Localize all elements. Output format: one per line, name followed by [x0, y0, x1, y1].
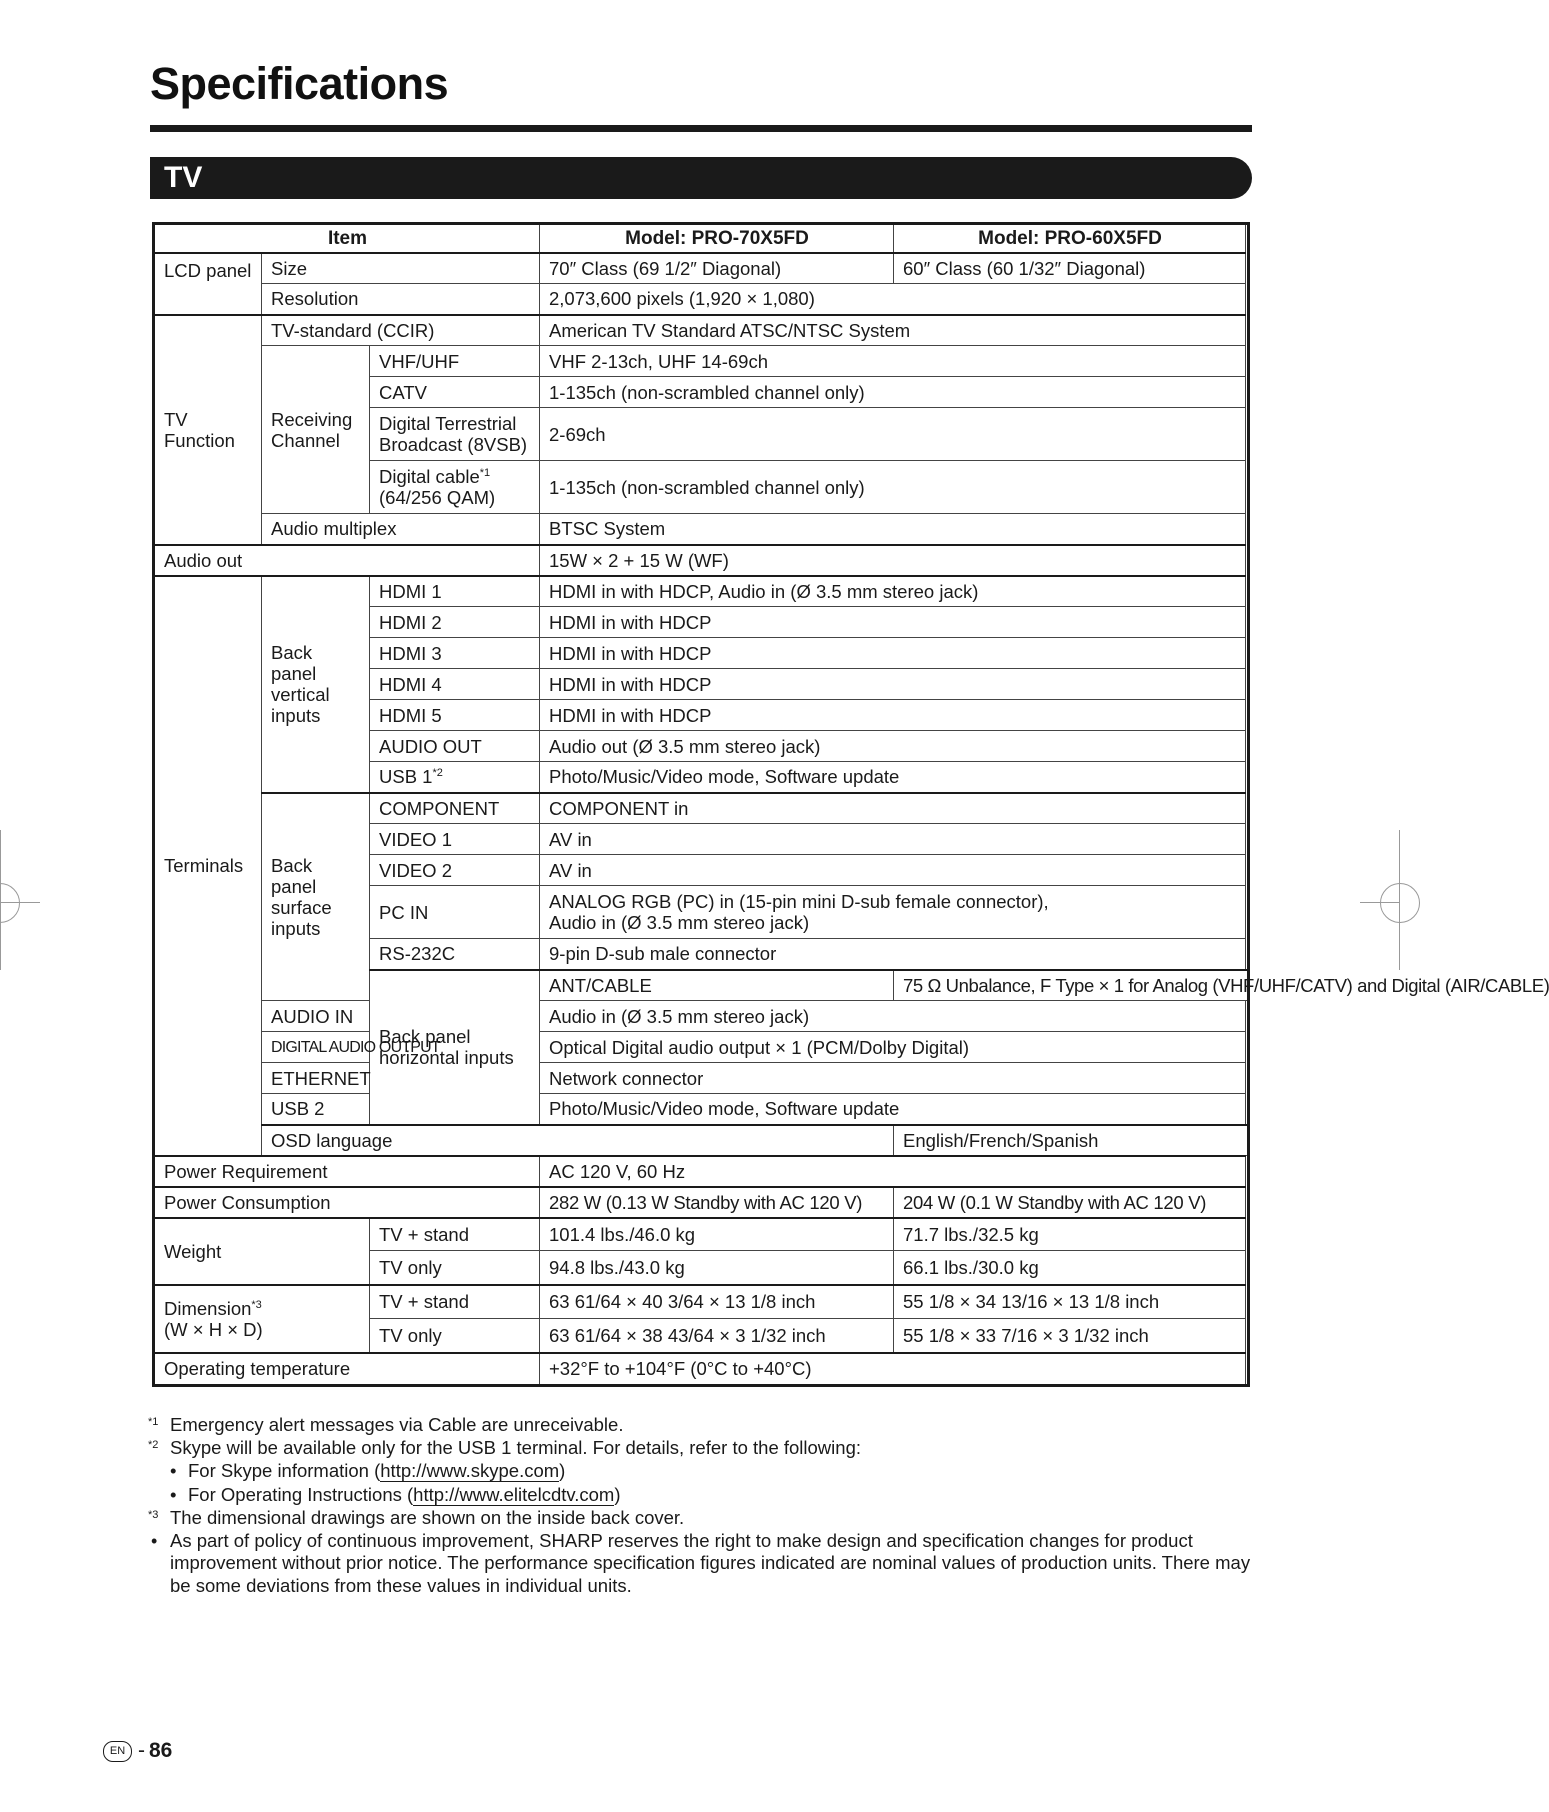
cell-power-requirement: AC 120 V, 60 Hz	[540, 1156, 1246, 1187]
crop-circle-right	[1380, 883, 1420, 923]
skype-link[interactable]: http://www.skype.com	[380, 1460, 560, 1481]
pc-in-line1: ANALOG RGB (PC) in (15-pin mini D-sub female connector),	[549, 891, 1049, 912]
cell-weight-stand-a: 101.4 lbs./46.0 kg	[540, 1218, 894, 1251]
row-label-weight-tv-stand: TV + stand	[370, 1218, 540, 1251]
cell-dim-stand-b: 55 1/8 × 34 13/16 × 13 1/8 inch	[894, 1285, 1246, 1319]
cell-resolution: 2,073,600 pixels (1,920 × 1,080)	[540, 284, 1246, 315]
cell-audio-out-terminal: Audio out (Ø 3.5 mm stereo jack)	[540, 731, 1246, 762]
skype-suffix: )	[559, 1460, 566, 1481]
row-label-component: COMPONENT	[370, 793, 540, 824]
manual-suffix: )	[614, 1483, 621, 1505]
row-label-hdmi3: HDMI 3	[370, 638, 540, 669]
footnote-2	[148, 1437, 1258, 1460]
cell-power-consumption-b: 204 W (0.1 W Standby with AC 120 V)	[894, 1187, 1246, 1218]
col-header-model-a: Model: PRO-70X5FD	[540, 224, 894, 253]
cell-size-b: 60″ Class (60 1/32″ Diagonal)	[894, 253, 1246, 284]
cell-usb2: Photo/Music/Video mode, Software update	[540, 1094, 1246, 1125]
note-policy-text: As part of policy of continuous improvement, SHARP reserves the right to make design and specification changes for product improvement without prior notice. The performance specification figures indicated are nominal values of production units. There may be some deviations from these values in individual units.	[170, 1529, 1251, 1596]
cell-hdmi2: HDMI in with HDCP	[540, 607, 1246, 638]
cell-ant-cable: 75 Ω Unbalance, F Type × 1 for Analog (VHF/UHF/CATV) and Digital (AIR/CABLE)	[894, 970, 1249, 1001]
cell-catv: 1-135ch (non-scrambled channel only)	[540, 377, 1246, 408]
cell-hdmi5: HDMI in with HDCP	[540, 700, 1246, 731]
cell-weight-only-b: 66.1 lbs./30.0 kg	[894, 1251, 1246, 1285]
row-label-weight: Weight	[154, 1218, 370, 1285]
cell-digital-audio-output: Optical Digital audio output × 1 (PCM/Dolby Digital)	[540, 1032, 1246, 1063]
footnote-ref-3: *3	[251, 1298, 262, 1311]
cell-digital-terrestrial: 2-69ch	[540, 408, 1246, 461]
cell-digital-cable: 1-135ch (non-scrambled channel only)	[540, 461, 1246, 514]
section-title: TV	[164, 161, 203, 194]
row-label-hdmi2: HDMI 2	[370, 607, 540, 638]
col-header-item: Item	[154, 224, 540, 253]
cell-hdmi1: HDMI in with HDCP, Audio in (Ø 3.5 mm stereo jack)	[540, 576, 1246, 607]
cell-operating-temperature: +32°F to +104°F (0°C to +40°C)	[540, 1353, 1246, 1386]
cell-dim-only-b: 55 1/8 × 33 7/16 × 3 1/32 inch	[894, 1319, 1246, 1353]
digital-cable-text: Digital cable	[379, 466, 480, 487]
cell-audio-out: 15W × 2 + 15 W (WF)	[540, 545, 1246, 576]
row-label-lcd-panel: LCD panel	[154, 253, 262, 315]
bullet-icon: •	[151, 1530, 158, 1551]
page-footer: EN - 86	[103, 1739, 172, 1763]
cell-osd-language: English/French/Spanish	[894, 1125, 1249, 1156]
row-label-digital-cable	[370, 461, 540, 514]
footnote-1-mark: *1	[148, 1416, 159, 1428]
row-label-hdmi4: HDMI 4	[370, 669, 540, 700]
row-label-digital-audio-output: DIGITAL AUDIO OUTPUT	[262, 1032, 370, 1063]
row-label-weight-tv-only: TV only	[370, 1251, 540, 1285]
row-label-power-requirement: Power Requirement	[154, 1156, 540, 1187]
section-bar	[150, 157, 1252, 199]
footnote-3-text: The dimensional drawings are shown on the inside back cover.	[170, 1507, 685, 1528]
dimension-text: Dimension	[164, 1297, 252, 1319]
cell-audio-multiplex: BTSC System	[540, 514, 1246, 545]
row-label-audio-out-terminal: AUDIO OUT	[370, 731, 540, 762]
row-label-rs232c: RS-232C	[370, 939, 540, 970]
footnote-ref-1: *1	[479, 466, 491, 479]
row-label-terminals: Terminals	[154, 576, 262, 1156]
cell-hdmi4: HDMI in with HDCP	[540, 669, 1246, 700]
group-back-surface: Back panel surface inputs	[262, 793, 370, 1001]
row-label-usb1	[370, 762, 540, 793]
note-policy	[148, 1530, 1258, 1598]
row-label-size: Size	[262, 253, 540, 284]
cell-size-a: 70″ Class (69 1/2″ Diagonal)	[540, 253, 894, 284]
footnote-2-text: Skype will be available only for the USB 1 terminal. For details, refer to the following:	[170, 1436, 861, 1458]
cell-audio-in: Audio in (Ø 3.5 mm stereo jack)	[540, 1001, 1246, 1032]
row-label-ethernet: ETHERNET	[262, 1063, 370, 1094]
row-label-hdmi5: HDMI 5	[370, 700, 540, 731]
row-label-resolution: Resolution	[262, 284, 540, 315]
row-label-receiving-channel: Receiving Channel	[262, 346, 370, 514]
row-label-hdmi1: HDMI 1	[370, 576, 540, 607]
page-title: Specifications	[150, 58, 449, 109]
footnote-1	[148, 1414, 1258, 1437]
footnote-1-text: Emergency alert messages via Cable are unreceivable.	[170, 1414, 624, 1435]
footnote-3	[148, 1507, 1258, 1530]
row-label-pc-in: PC IN	[370, 886, 540, 939]
row-label-usb2: USB 2	[262, 1094, 370, 1125]
title-rule	[150, 125, 1252, 132]
footnotes	[148, 1414, 1258, 1597]
row-label-dim-tv-stand: TV + stand	[370, 1285, 540, 1319]
row-label-tv-standard: TV-standard (CCIR)	[262, 315, 540, 346]
row-label-operating-temperature: Operating temperature	[154, 1353, 540, 1386]
cell-video1: AV in	[540, 824, 1246, 855]
row-label-audio-in: AUDIO IN	[262, 1001, 370, 1032]
spec-table	[152, 222, 1549, 1387]
footnote-3-mark: *3	[148, 1509, 159, 1521]
footnote-2-item-skype: • For Skype information (http://www.skype.com)	[170, 1460, 566, 1481]
row-label-audio-multiplex: Audio multiplex	[262, 514, 540, 545]
row-label-dim-tv-only: TV only	[370, 1319, 540, 1353]
row-label-tv-function: TV Function	[154, 315, 262, 545]
language-badge: EN	[103, 1741, 132, 1762]
cell-usb1: Photo/Music/Video mode, Software update	[540, 762, 1246, 793]
cell-dim-stand-a: 63 61/64 × 40 3/64 × 13 1/8 inch	[540, 1285, 894, 1319]
manual-link[interactable]: http://www.elitelcdtv.com	[413, 1483, 615, 1505]
row-label-vhf-uhf: VHF/UHF	[370, 346, 540, 377]
cell-dim-only-a: 63 61/64 × 38 43/64 × 3 1/32 inch	[540, 1319, 894, 1353]
row-label-video2: VIDEO 2	[370, 855, 540, 886]
cell-hdmi3: HDMI in with HDCP	[540, 638, 1246, 669]
row-label-dimension	[154, 1285, 370, 1353]
manual-prefix: For Operating Instructions (	[188, 1483, 414, 1505]
cell-rs232c: 9-pin D-sub male connector	[540, 939, 1246, 970]
cell-ethernet: Network connector	[540, 1063, 1246, 1094]
page-number: 86	[149, 1739, 173, 1762]
row-label-video1: VIDEO 1	[370, 824, 540, 855]
cell-tv-standard: American TV Standard ATSC/NTSC System	[540, 315, 1246, 346]
footnote-2-mark: *2	[148, 1438, 159, 1451]
row-label-power-consumption: Power Consumption	[154, 1187, 540, 1218]
cell-video2: AV in	[540, 855, 1246, 886]
row-label-ant-cable: ANT/CABLE	[540, 970, 894, 1001]
footnote-2-item-manual: • For Operating Instructions (http://www.elitelcdtv.com)	[170, 1483, 621, 1505]
group-back-vertical: Back panel vertical inputs	[262, 576, 370, 793]
row-label-osd-language: OSD language	[262, 1125, 894, 1156]
cell-weight-stand-b: 71.7 lbs./32.5 kg	[894, 1218, 1246, 1251]
usb1-text: USB 1	[379, 766, 433, 788]
cell-power-consumption-a: 282 W (0.13 W Standby with AC 120 V)	[540, 1187, 894, 1218]
cell-component: COMPONENT in	[540, 793, 1246, 824]
dimension-unit: (W × H × D)	[164, 1318, 263, 1340]
cell-vhf-uhf: VHF 2-13ch, UHF 14-69ch	[540, 346, 1246, 377]
pc-in-line2: Audio in (Ø 3.5 mm stereo jack)	[549, 912, 810, 933]
crop-circle-left	[0, 883, 20, 923]
cell-pc-in	[540, 886, 1246, 939]
group-back-horizontal: Back panel horizontal inputs	[370, 970, 540, 1125]
cell-weight-only-a: 94.8 lbs./43.0 kg	[540, 1251, 894, 1285]
skype-prefix: For Skype information (	[188, 1460, 381, 1481]
row-label-digital-terrestrial: Digital Terrestrial Broadcast (8VSB)	[370, 408, 540, 461]
col-header-model-b: Model: PRO-60X5FD	[894, 224, 1246, 253]
footnote-ref-2: *2	[432, 767, 443, 780]
digital-cable-qam: (64/256 QAM)	[379, 487, 496, 508]
row-label-catv: CATV	[370, 377, 540, 408]
row-label-audio-out: Audio out	[154, 545, 540, 576]
